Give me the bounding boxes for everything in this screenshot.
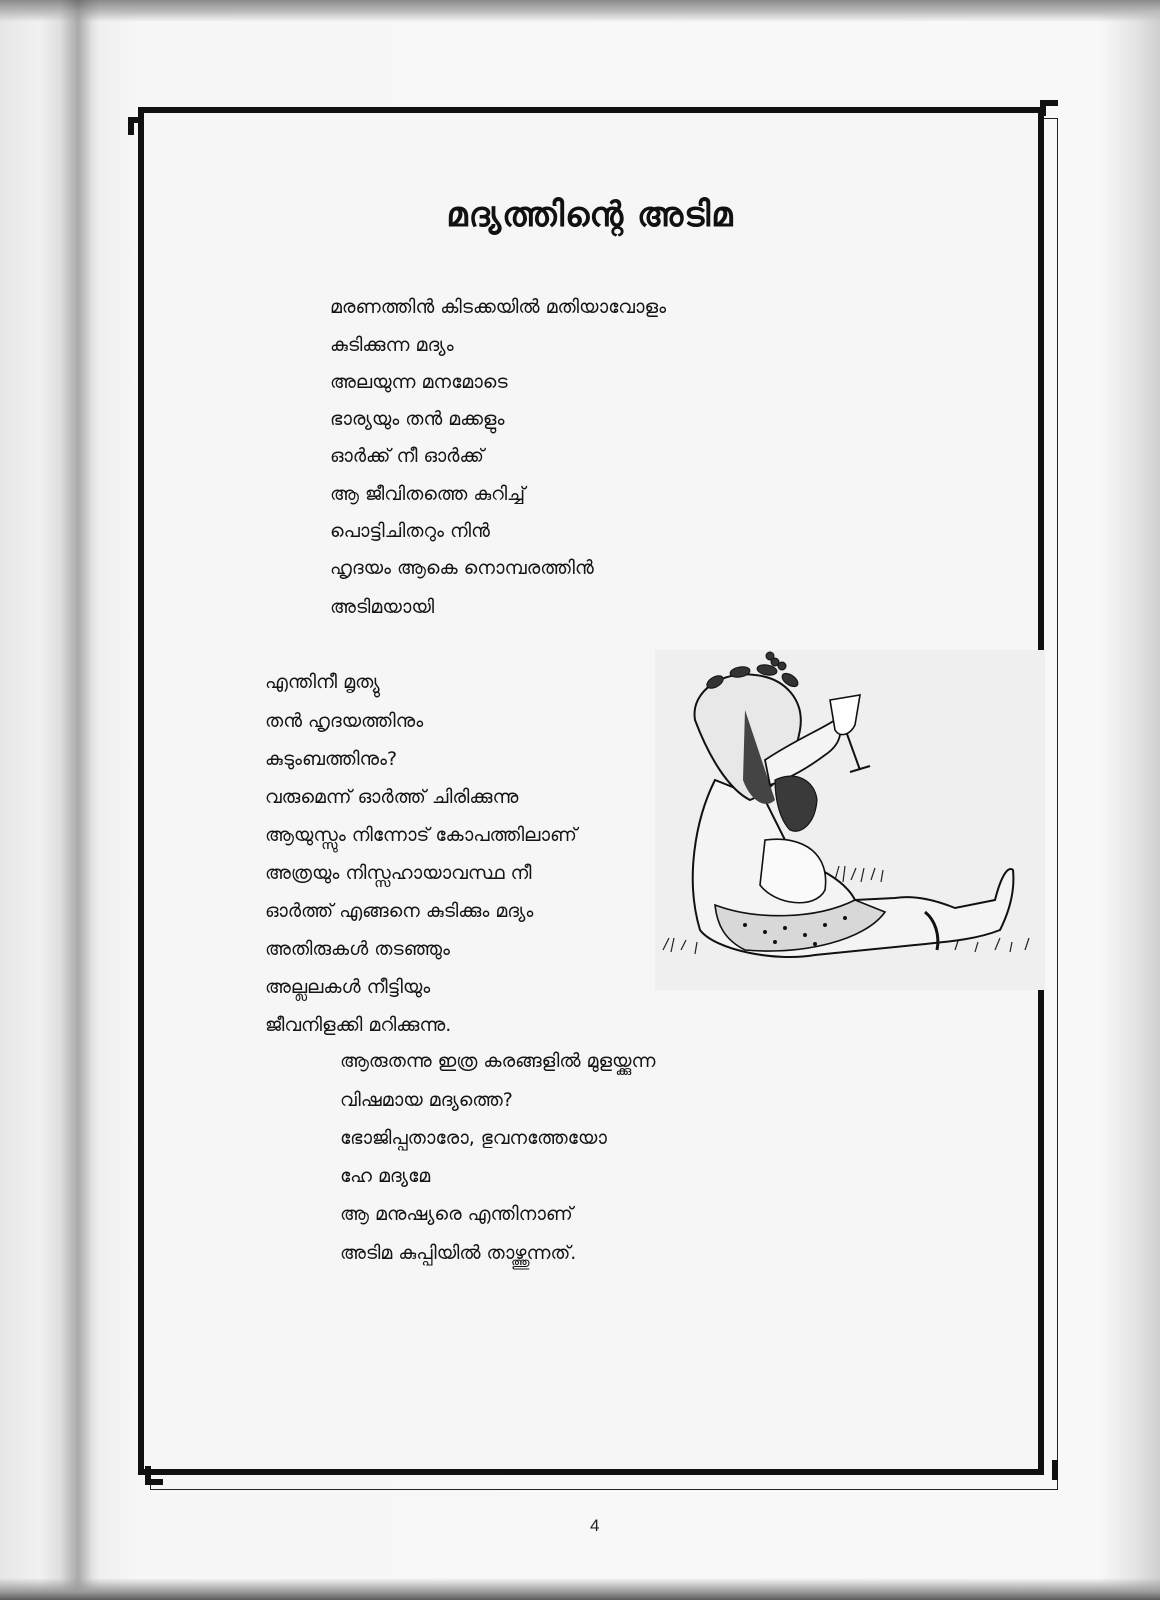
poem-line: തൻ ഹൃദയത്തിനും [265, 710, 424, 732]
poem-line: അലയുന്ന മനമോടെ [330, 371, 508, 393]
poem-line: ഹൃദയം ആകെ നൊമ്പരത്തിൻ [330, 557, 594, 579]
poem-line: വിഷമായ മദ്യത്തെ? [340, 1089, 513, 1111]
poem-title: മദ്യത്തിന്റെ അടിമ [446, 195, 734, 235]
poem-line: കുടുംബത്തിനും? [265, 748, 398, 770]
border-corner-bottom-right [1052, 1460, 1058, 1480]
poem-line: അടിമ കുപ്പിയിൽ താഴ്ത്തുന്നത്. [340, 1242, 577, 1264]
poem-line: കുടിക്കുന്ന മദ്യം [330, 334, 454, 356]
border-corner-bottom-left-v [145, 1466, 151, 1484]
page-number: 4 [590, 1516, 600, 1535]
poem-line: എന്തിനീ മൃത്യു [265, 671, 380, 693]
poem-line: ഹേ മദ്യമേ [340, 1165, 431, 1187]
poem-line: അല്ലലകൾ നീട്ടിയും [265, 976, 431, 998]
border-corner-top-left-v [128, 117, 134, 135]
poem-line: അടിമയായി [330, 596, 435, 618]
scan-bottom-shadow [0, 1578, 1160, 1600]
poem-line: ആ ജീവിതത്തെ കുറിച്ച് [330, 483, 526, 505]
poem-line: അത്രയും നിസ്സഹായാവസ്ഥ നീ [265, 862, 532, 884]
poem-line: ഓർത്ത് എങ്ങനെ കുടിക്കും മദ്യം [265, 900, 534, 922]
poem-line: ആ മനുഷ്യരെ എന്തിനാണ് [340, 1203, 573, 1225]
poem-line: അതിരുകൾ തടഞ്ഞും [265, 938, 450, 960]
poem-line: മരണത്തിൻ കിടക്കയിൽ മതിയാവോളം [330, 296, 667, 318]
poem-line: വരുമെന്ന് ഓർത്ത് ചിരിക്കുന്നു [265, 786, 519, 808]
poem-line: പൊട്ടിചിതറും നിൻ [330, 520, 490, 542]
poem-line: ഓർക്ക് നീ ഓർക്ക് [330, 445, 484, 467]
border-corner-top-right-h [1040, 100, 1058, 106]
poem-line: ആയുസ്സും നിന്നോട് കോപത്തിലാണ് [265, 824, 577, 846]
drinking-man-illustration [655, 650, 1045, 990]
poem-line: ഭോജിപ്പതാരോ, ഭുവനത്തേയോ [340, 1127, 607, 1149]
poem-line: ഭാര്യയും തൻ മക്കളും [330, 408, 505, 430]
poem-line: ജീവനിളക്കി മറിക്കുന്നു. [265, 1014, 452, 1036]
poem-line: ആരുതന്നു ഇത്ര കരങ്ങളിൽ മുളയ്ക്കുന്ന [340, 1050, 656, 1072]
book-gutter-shadow [60, 0, 100, 1600]
scan-top-shadow [0, 0, 1160, 22]
